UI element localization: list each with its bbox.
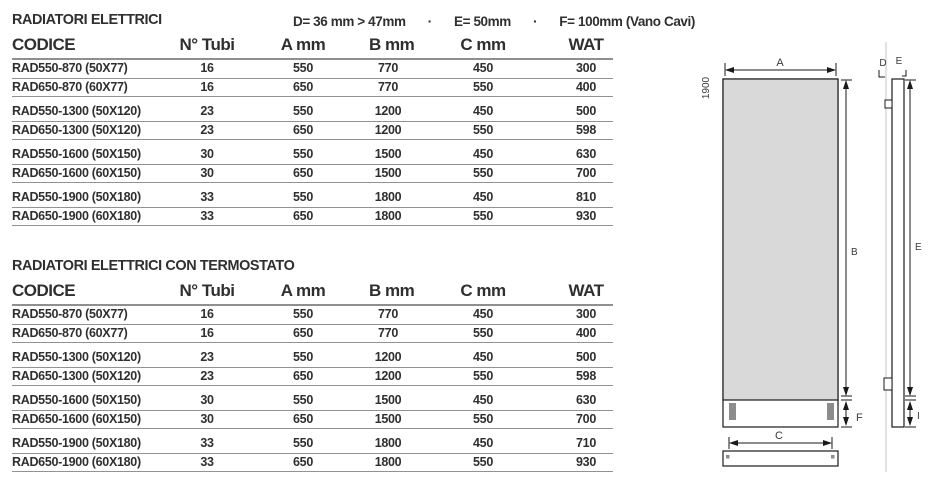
value-cell: 710 [576,436,596,450]
value-cell: 650 [293,454,313,469]
value-cell: 1800 [374,436,402,450]
value-cell: 400 [576,325,596,340]
value-cell: 1500 [374,393,402,407]
codice-cell: RAD550-870 (50X77) [12,307,128,321]
header-a-mm: A mm [280,281,326,300]
value-cell: 450 [473,350,493,364]
value-cell: 450 [473,393,493,407]
table-row [12,454,613,473]
value-cell: 300 [576,61,596,75]
value-cell: 1500 [374,165,402,180]
dim-d-bracket [879,70,885,77]
table-row [12,411,613,430]
dim-label-b: B [851,247,858,258]
value-cell: 650 [293,165,313,180]
dim-f-note: F= 100mm (Vano Cavi) [559,13,695,29]
codice-cell: RAD650-1600 (60X150) [12,411,141,426]
codice-cell: RAD650-1300 (50X120) [12,122,141,137]
value-cell: 630 [576,147,596,161]
value-cell: 770 [378,325,398,340]
value-cell: 650 [293,325,313,340]
value-cell: 550 [473,325,493,340]
value-cell: 450 [473,307,493,321]
row-group [12,146,613,183]
value-cell: 550 [293,104,313,118]
value-cell: 650 [293,208,313,223]
table-row [12,349,613,368]
value-cell: 930 [576,454,596,469]
dim-e-note: E= 50mm [454,13,511,29]
header-n-tubi: N° Tubi [179,35,235,54]
radiator-foot-right [827,403,834,420]
row-group [12,60,613,97]
codice-cell: RAD550-870 (50X77) [12,61,128,75]
radiators-table [12,60,613,226]
table-row [12,208,613,227]
wall-bracket-bottom [884,378,892,390]
row-group [12,349,613,386]
radiator-technical-drawing [695,30,936,494]
radiator-front-panel [723,79,838,400]
header-n-tubi: N° Tubi [179,281,235,300]
value-cell: 1200 [374,104,402,118]
separator-dot: · [427,13,432,29]
bottom-view-pin-right [831,455,835,459]
header-wat: WAT [568,35,604,54]
header-a-mm: A mm [280,35,326,54]
value-cell: 33 [200,436,214,450]
codice-cell: RAD550-1600 (50X150) [12,147,141,161]
value-cell: 550 [473,411,493,426]
value-cell: 770 [378,61,398,75]
header-c-mm: C mm [460,281,506,300]
table-header-row [12,279,613,306]
codice-cell: RAD650-1600 (60X150) [12,165,141,180]
value-cell: 810 [576,190,596,204]
value-cell: 550 [293,436,313,450]
value-cell: 550 [473,122,493,137]
dim-label-1900: 1900 [701,76,712,100]
value-cell: 16 [200,61,214,75]
radiator-bottom-view [723,451,838,466]
value-cell: 550 [293,61,313,75]
dim-label-d: D [879,58,887,69]
value-cell: 30 [200,411,214,426]
header-b-mm: B mm [369,35,415,54]
section-title: RADIATORI ELETTRICI [12,11,162,28]
value-cell: 550 [473,165,493,180]
value-cell: 450 [473,61,493,75]
value-cell: 930 [576,208,596,223]
value-cell: 1200 [374,350,402,364]
table-row [12,122,613,141]
dim-label-c: C [775,430,783,442]
row-group [12,189,613,226]
table-row [12,60,613,79]
codice-cell: RAD550-1300 (50X120) [12,350,141,364]
value-cell: 1500 [374,411,402,426]
dim-label-e-top: E [895,56,903,67]
value-cell: 300 [576,307,596,321]
value-cell: 1800 [374,208,402,223]
codice-cell: RAD550-1900 (50X180) [12,190,141,204]
table-row [12,392,613,411]
value-cell: 1500 [374,147,402,161]
value-cell: 550 [293,393,313,407]
value-cell: 23 [200,350,214,364]
codice-cell: RAD550-1600 (50X150) [12,393,141,407]
dim-label-i: I [917,411,920,422]
value-cell: 650 [293,122,313,137]
codice-cell: RAD650-1900 (60X180) [12,454,141,469]
value-cell: 30 [200,147,214,161]
header-c-mm: C mm [460,35,506,54]
dim-label-e-side: E [915,242,922,253]
dim-e-bracket [902,70,906,76]
value-cell: 598 [576,368,596,383]
table-row [12,368,613,387]
value-cell: 1800 [374,190,402,204]
table-row [12,146,613,165]
codice-cell: RAD650-1900 (60X180) [12,208,141,223]
bottom-view-pin-left [726,455,730,459]
radiator-foot-left [729,403,736,420]
table-header-row [12,33,613,60]
value-cell: 450 [473,436,493,450]
value-cell: 450 [473,147,493,161]
value-cell: 550 [473,454,493,469]
value-cell: 650 [293,368,313,383]
table-row [12,189,613,208]
section-radiatori-con-termostato [12,256,613,478]
table-row [12,103,613,122]
value-cell: 1800 [374,454,402,469]
value-cell: 500 [576,104,596,118]
value-cell: 770 [378,79,398,94]
section-title: RADIATORI ELETTRICI CON TERMOSTATO [12,257,295,274]
dim-label-a: A [776,57,784,69]
wall-bracket-top [885,100,892,108]
table-row [12,325,613,344]
value-cell: 598 [576,122,596,137]
value-cell: 550 [293,307,313,321]
value-cell: 23 [200,104,214,118]
value-cell: 16 [200,325,214,340]
dim-label-f: F [856,412,863,424]
section-radiatori-elettrici [12,10,695,232]
value-cell: 30 [200,393,214,407]
value-cell: 650 [293,79,313,94]
row-group [12,103,613,140]
radiators-table-termostato [12,306,613,472]
value-cell: 1200 [374,368,402,383]
value-cell: 16 [200,79,214,94]
codice-cell: RAD650-870 (60X77) [12,325,128,340]
value-cell: 630 [576,393,596,407]
row-group [12,306,613,343]
codice-cell: RAD550-1300 (50X120) [12,104,141,118]
table-row [12,435,613,454]
value-cell: 23 [200,368,214,383]
value-cell: 33 [200,454,214,469]
header-codice: CODICE [12,35,76,54]
codice-cell: RAD650-870 (60X77) [12,79,128,94]
radiator-side-view [892,79,904,427]
value-cell: 400 [576,79,596,94]
value-cell: 550 [293,190,313,204]
value-cell: 1200 [374,122,402,137]
header-wat: WAT [568,281,604,300]
value-cell: 550 [473,208,493,223]
value-cell: 770 [378,307,398,321]
value-cell: 550 [293,147,313,161]
separator-dot: · [532,13,538,29]
dim-d-note: D= 36 mm > 47mm [293,13,406,29]
dimension-notes [293,13,695,29]
row-group [12,392,613,429]
value-cell: 450 [473,104,493,118]
value-cell: 550 [473,79,493,94]
value-cell: 33 [200,208,214,223]
value-cell: 23 [200,122,214,137]
value-cell: 30 [200,165,214,180]
value-cell: 550 [473,368,493,383]
row-group [12,435,613,472]
value-cell: 16 [200,307,214,321]
header-codice: CODICE [12,281,76,300]
value-cell: 650 [293,411,313,426]
value-cell: 33 [200,190,214,204]
table-row [12,79,613,98]
header-b-mm: B mm [369,281,415,300]
value-cell: 700 [576,165,596,180]
codice-cell: RAD650-1300 (50X120) [12,368,141,383]
value-cell: 550 [293,350,313,364]
table-row [12,306,613,325]
value-cell: 500 [576,350,596,364]
value-cell: 450 [473,190,493,204]
table-row [12,165,613,184]
codice-cell: RAD550-1900 (50X180) [12,436,141,450]
value-cell: 700 [576,411,596,426]
